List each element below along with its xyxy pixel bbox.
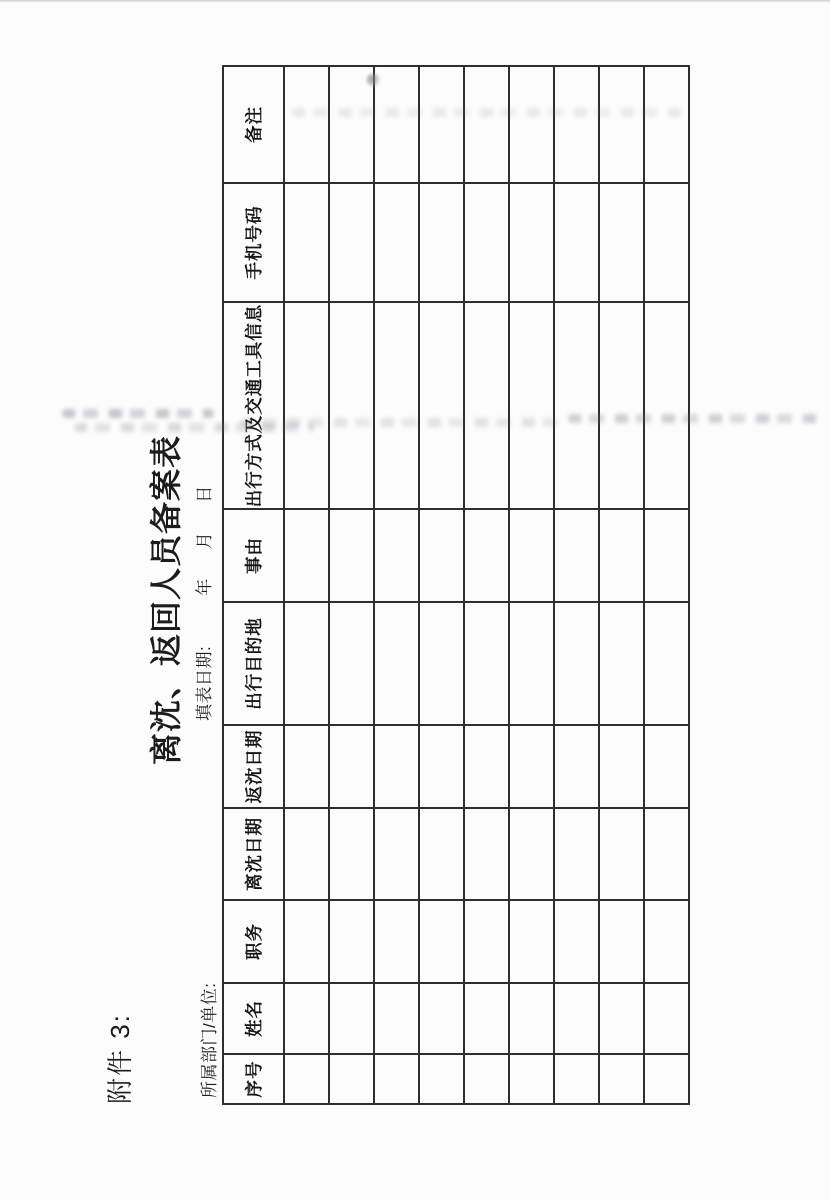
empty-cell	[329, 66, 374, 183]
empty-cell	[464, 900, 509, 983]
empty-cell	[644, 725, 689, 808]
table-body	[284, 66, 689, 1104]
empty-cell	[644, 900, 689, 983]
header-departure-date: 离沈日期	[223, 808, 284, 900]
empty-cell	[284, 509, 329, 602]
empty-cell	[554, 509, 599, 602]
empty-cell	[464, 1054, 509, 1104]
empty-cell	[554, 808, 599, 900]
empty-cell	[284, 983, 329, 1054]
empty-cell	[464, 66, 509, 183]
attachment-label: 附件 3:	[105, 1013, 135, 1104]
table-row	[464, 66, 509, 1104]
empty-cell	[464, 725, 509, 808]
empty-cell	[329, 302, 374, 509]
table-row	[509, 66, 554, 1104]
empty-cell	[464, 983, 509, 1054]
empty-cell	[284, 302, 329, 509]
empty-cell	[554, 183, 599, 302]
empty-cell	[599, 183, 644, 302]
empty-cell	[464, 808, 509, 900]
empty-cell	[284, 725, 329, 808]
empty-cell	[554, 725, 599, 808]
empty-cell	[419, 725, 464, 808]
empty-cell	[554, 983, 599, 1054]
empty-cell	[419, 808, 464, 900]
empty-cell	[419, 602, 464, 725]
empty-cell	[554, 302, 599, 509]
empty-cell	[644, 602, 689, 725]
header-name: 姓名	[223, 983, 284, 1054]
empty-cell	[644, 983, 689, 1054]
table-row	[329, 66, 374, 1104]
form-title: 离沈、返回人员备案表	[148, 435, 184, 766]
empty-cell	[509, 983, 554, 1054]
empty-cell	[374, 302, 419, 509]
table-row	[374, 66, 419, 1104]
table-row	[599, 66, 644, 1104]
empty-cell	[374, 808, 419, 900]
empty-cell	[329, 602, 374, 725]
table-row	[644, 66, 689, 1104]
empty-cell	[419, 183, 464, 302]
empty-cell	[419, 983, 464, 1054]
empty-cell	[644, 302, 689, 509]
empty-cell	[284, 183, 329, 302]
empty-cell	[329, 183, 374, 302]
empty-cell	[644, 509, 689, 602]
empty-cell	[329, 808, 374, 900]
header-mobile-number: 手机号码	[223, 183, 284, 302]
empty-cell	[374, 1054, 419, 1104]
empty-cell	[464, 509, 509, 602]
empty-cell	[329, 725, 374, 808]
empty-cell	[329, 900, 374, 983]
empty-cell	[554, 1054, 599, 1104]
empty-cell	[419, 1054, 464, 1104]
empty-cell	[509, 725, 554, 808]
empty-cell	[374, 983, 419, 1054]
empty-cell	[509, 509, 554, 602]
empty-cell	[599, 983, 644, 1054]
empty-cell	[284, 900, 329, 983]
empty-cell	[509, 808, 554, 900]
empty-cell	[464, 602, 509, 725]
empty-cell	[374, 509, 419, 602]
empty-cell	[599, 725, 644, 808]
empty-cell	[374, 725, 419, 808]
fill-date-month-label: 月	[195, 531, 214, 550]
fill-date-line	[190, 485, 215, 721]
empty-cell	[599, 900, 644, 983]
table-row	[554, 66, 599, 1104]
empty-cell	[374, 602, 419, 725]
empty-cell	[419, 66, 464, 183]
empty-cell	[599, 808, 644, 900]
empty-cell	[464, 183, 509, 302]
empty-cell	[509, 900, 554, 983]
empty-cell	[599, 1054, 644, 1104]
empty-cell	[284, 602, 329, 725]
empty-cell	[554, 66, 599, 183]
empty-cell	[599, 509, 644, 602]
empty-cell	[419, 302, 464, 509]
empty-cell	[644, 808, 689, 900]
empty-cell	[554, 900, 599, 983]
empty-cell	[644, 183, 689, 302]
empty-cell	[464, 302, 509, 509]
empty-cell	[284, 66, 329, 183]
header-remarks: 备注	[223, 66, 284, 183]
header-destination: 出行目的地	[223, 602, 284, 725]
empty-cell	[509, 602, 554, 725]
empty-cell	[644, 66, 689, 183]
empty-cell	[374, 900, 419, 983]
empty-cell	[329, 983, 374, 1054]
fill-date-label: 填表日期:	[195, 645, 214, 721]
empty-cell	[374, 183, 419, 302]
empty-cell	[419, 900, 464, 983]
table-row	[419, 66, 464, 1104]
header-position: 职务	[223, 900, 284, 983]
fill-date-day-label: 日	[195, 485, 214, 503]
empty-cell	[284, 1054, 329, 1104]
empty-cell	[509, 302, 554, 509]
department-unit-label: 所属部门/单位:	[200, 982, 219, 1098]
header-return-date: 返沈日期	[223, 725, 284, 808]
header-reason: 事由	[223, 509, 284, 602]
header-travel-mode-info: 出行方式及交通工具信息	[223, 302, 284, 509]
record-table	[222, 65, 690, 1105]
empty-cell	[509, 183, 554, 302]
header-serial-number: 序号	[223, 1054, 284, 1104]
empty-cell	[284, 808, 329, 900]
empty-cell	[599, 302, 644, 509]
fill-date-year-label: 年	[195, 578, 214, 596]
empty-cell	[509, 1054, 554, 1104]
empty-cell	[374, 66, 419, 183]
empty-cell	[419, 509, 464, 602]
empty-cell	[329, 1054, 374, 1104]
empty-cell	[509, 66, 554, 183]
table-row	[284, 66, 329, 1104]
empty-cell	[599, 66, 644, 183]
header-row	[223, 66, 284, 1104]
empty-cell	[554, 602, 599, 725]
empty-cell	[329, 509, 374, 602]
empty-cell	[644, 1054, 689, 1104]
empty-cell	[599, 602, 644, 725]
